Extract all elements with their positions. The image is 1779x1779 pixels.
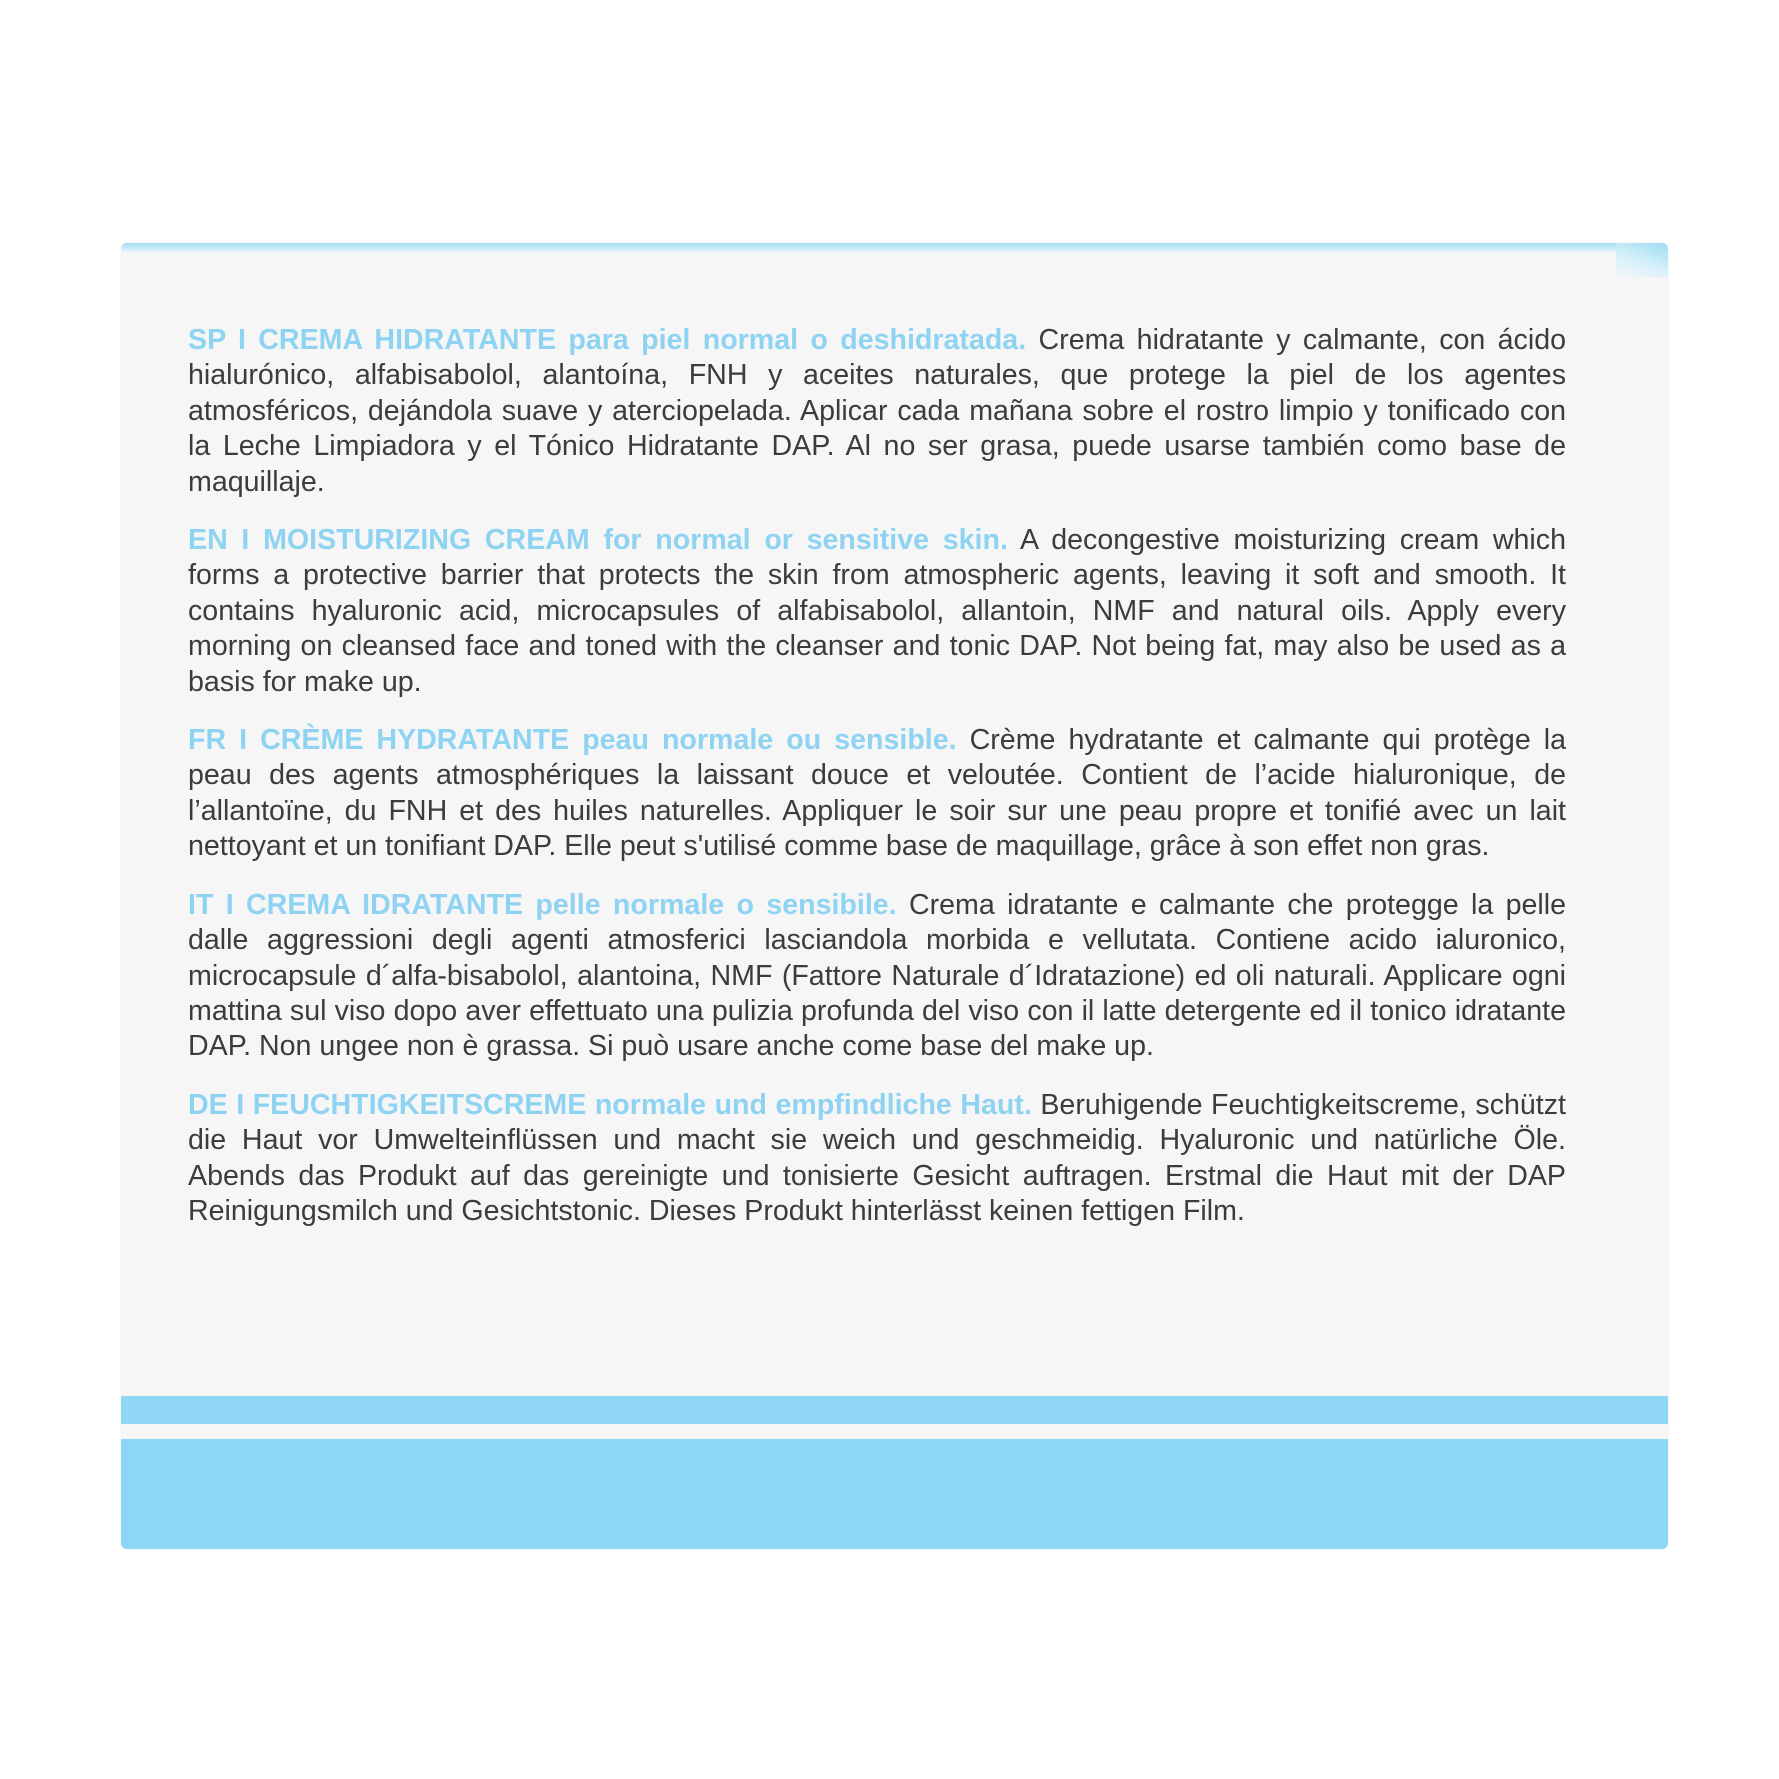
heading-english: EN I MOISTURIZING CREAM for normal or sensitive skin. — [188, 524, 1008, 557]
description-text-area — [188, 323, 1566, 1252]
box-top-edge — [121, 243, 1668, 253]
paragraph-french — [188, 723, 1566, 865]
body-english: A decongestive moisturizing cream which forms a protective barrier that protects the skin from atmospheric agents, leaving it soft and smooth. It contains hyaluronic acid, microcapsules of alfabisabolol, allantoin, NMF and natural oils. Apply every morning on cleansed face and toned with the cleanser and tonic DAP. Not being fat, may also be used as a basis for make up. — [188, 524, 1566, 698]
product-box-panel — [121, 243, 1668, 1549]
paragraph-spanish — [188, 323, 1566, 500]
body-spanish: Crema hidratante y calmante, con ácido hialurónico, alfabisabolol, alantoína, FNH y aceites naturales, que protege la piel de los agentes atmosféricos, dejándola suave y aterciopelada. Aplicar cada mañana sobre el rostro limpio y tonificado con la Leche Limpiadora y el Tónico Hidratante DAP. Al no ser grasa, puede usarse también como base de maquillaje. — [188, 324, 1567, 498]
box-top-corner — [1616, 243, 1668, 277]
body-french: Crème hydratante et calmante qui protège la peau des agents atmosphériques la laissant douce et veloutée. Contient de l’acide hialuronique, de l’allantoïne, du FNH et des huiles naturelles. Appliquer le soir sur une peau propre et tonifié avec un lait nettoyant et un tonifiant DAP. Elle peut s'utilisé comme base de maquillage, grâce à son effet non gras. — [188, 724, 1567, 863]
heading-spanish: SP I CREMA HIDRATANTE para piel normal o deshidratada. — [188, 324, 1027, 356]
paragraph-italian — [188, 888, 1566, 1065]
heading-italian: IT I CREMA IDRATANTE pelle normale o sensibile. — [188, 888, 897, 921]
blue-stripe-thin — [121, 1396, 1668, 1424]
body-italian: Crema idratante e calmante che protegge la pelle dalle aggressioni degli agenti atmosferici lasciandola morbida e vellutata. Contiene acido ialuronico, microcapsule d´alfa-bisabolol, alantoina, NMF (Fattore Naturale d´Idratazione) ed oli naturali. Applicare ogni mattina sul viso dopo aver effettuato una pulizia profunda del viso con il latte detergente ed il tonico idratante DAP. Non ungee non è grassa. Si può usare anche come base del make up. — [188, 888, 1566, 1063]
paragraph-german — [188, 1088, 1566, 1230]
blue-stripe-thick — [121, 1439, 1668, 1549]
body-german: Beruhigende Feuchtigkeitscreme, schützt die Haut vor Umwelteinflüssen und macht sie weich und geschmeidig. Hyaluronic und natürliche Öle. Abends das Produkt auf das gereinigte und tonisierte Gesicht auftragen. Erstmal die Haut mit der DAP Reinigungsmilch und Gesichtstonic. Dieses Produkt hinterlässt keinen fettigen Film. — [188, 1088, 1566, 1227]
paragraph-english — [188, 523, 1566, 700]
heading-german: DE I FEUCHTIGKEITSCREME normale und empfindliche Haut. — [188, 1088, 1032, 1121]
heading-french: FR I CRÈME HYDRATANTE peau normale ou sensible. — [188, 724, 957, 757]
